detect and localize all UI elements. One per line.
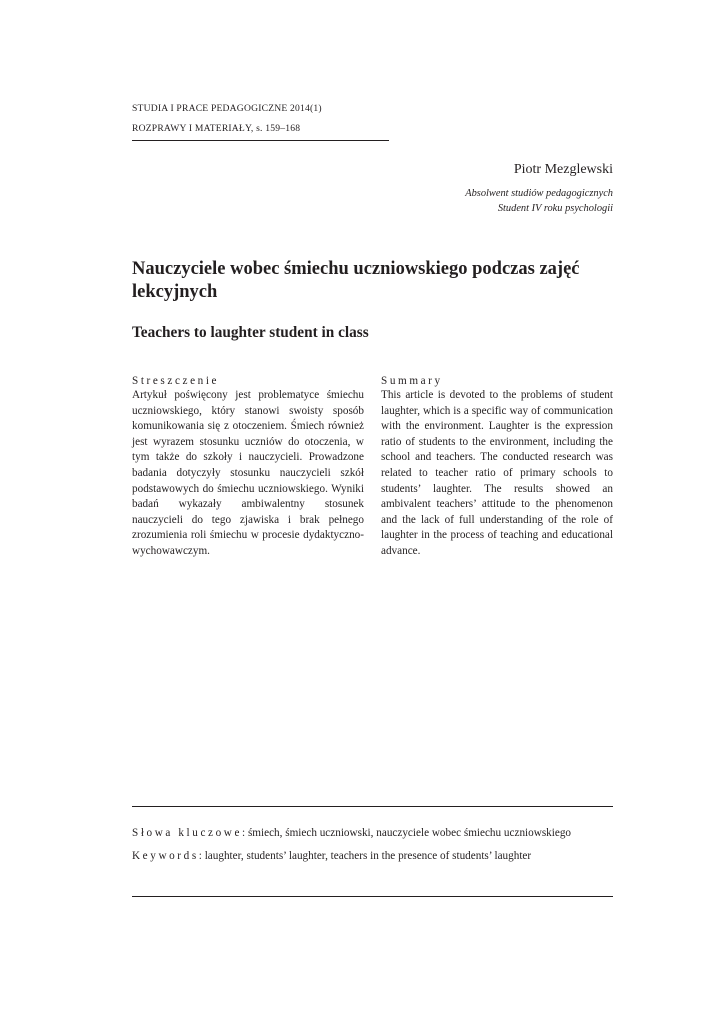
abstract-english <box>381 374 613 560</box>
abstract-polish-heading: Streszczenie <box>132 375 220 387</box>
keywords-bottom-rule <box>132 896 613 897</box>
section-header: ROZPRAWY I MATERIAŁY, s. 159–168 <box>132 123 301 134</box>
keywords-polish-text: śmiech, śmiech uczniowski, nauczyciele wobec śmiechu uczniowskiego <box>247 827 572 839</box>
header-rule <box>132 140 389 141</box>
keywords-polish <box>132 826 613 842</box>
keywords-english-label: Keywords <box>132 849 199 862</box>
author-affiliation-2: Student IV roku psychologii <box>497 203 613 214</box>
abstract-polish-text: Artykuł poświęcony jest problematyce śmiechu uczniowskiego, który stanowi swoisty sposób komunikowania się z otoczeniem. Śmiech również jest wyrazem stosunku uczniów do otoczenia, w tym także do szkoły i nauczycieli. Prowadzone badania dotyczyły stosunku nauczycieli szkół podstawowych do śmiechu uczniowskiego. Wyniki badań wykazały ambiwalentny stosunek nauczycieli do tego zjawiska i brak pełnego zrozumienia roli śmiechu w procesie dydaktyczno-wychowawczym. <box>132 389 364 557</box>
abstract-polish <box>132 374 364 560</box>
keywords-block <box>132 826 613 864</box>
keywords-english-text: laughter, students’ laughter, teachers in the presence of students’ laughter <box>204 849 532 862</box>
keywords-english-separator: : <box>198 849 205 862</box>
keywords-english <box>132 849 613 865</box>
abstract-english-heading: Summary <box>381 375 443 387</box>
keywords-polish-separator: : <box>242 827 248 839</box>
abstract-english-text: This article is devoted to the problems of student laughter, which is a specific way of communication with the environment. Laughter is the expression ratio of students to the environment, including the school and teachers. The conducted research was related to teacher ratio of primary schools to students’ laughter. The results showed an ambivalent teachers’ attitude to the phenomenon and the lack of full understanding of the role of laughter in the process of teaching and educational advance. <box>381 389 613 557</box>
keywords-top-rule <box>132 806 613 807</box>
journal-header: STUDIA I PRACE PEDAGOGICZNE 2014(1) <box>132 103 322 114</box>
author-affiliation-1: Absolwent studiów pedagogicznych <box>465 188 613 199</box>
keywords-polish-label: Słowa kluczowe <box>132 827 243 839</box>
author-name: Piotr Mezglewski <box>513 162 613 177</box>
article-title-polish: Nauczyciele wobec śmiechu uczniowskiego podczas zajęć lekcyjnych <box>132 259 580 302</box>
article-title-english: Teachers to laughter student in class <box>132 324 369 341</box>
